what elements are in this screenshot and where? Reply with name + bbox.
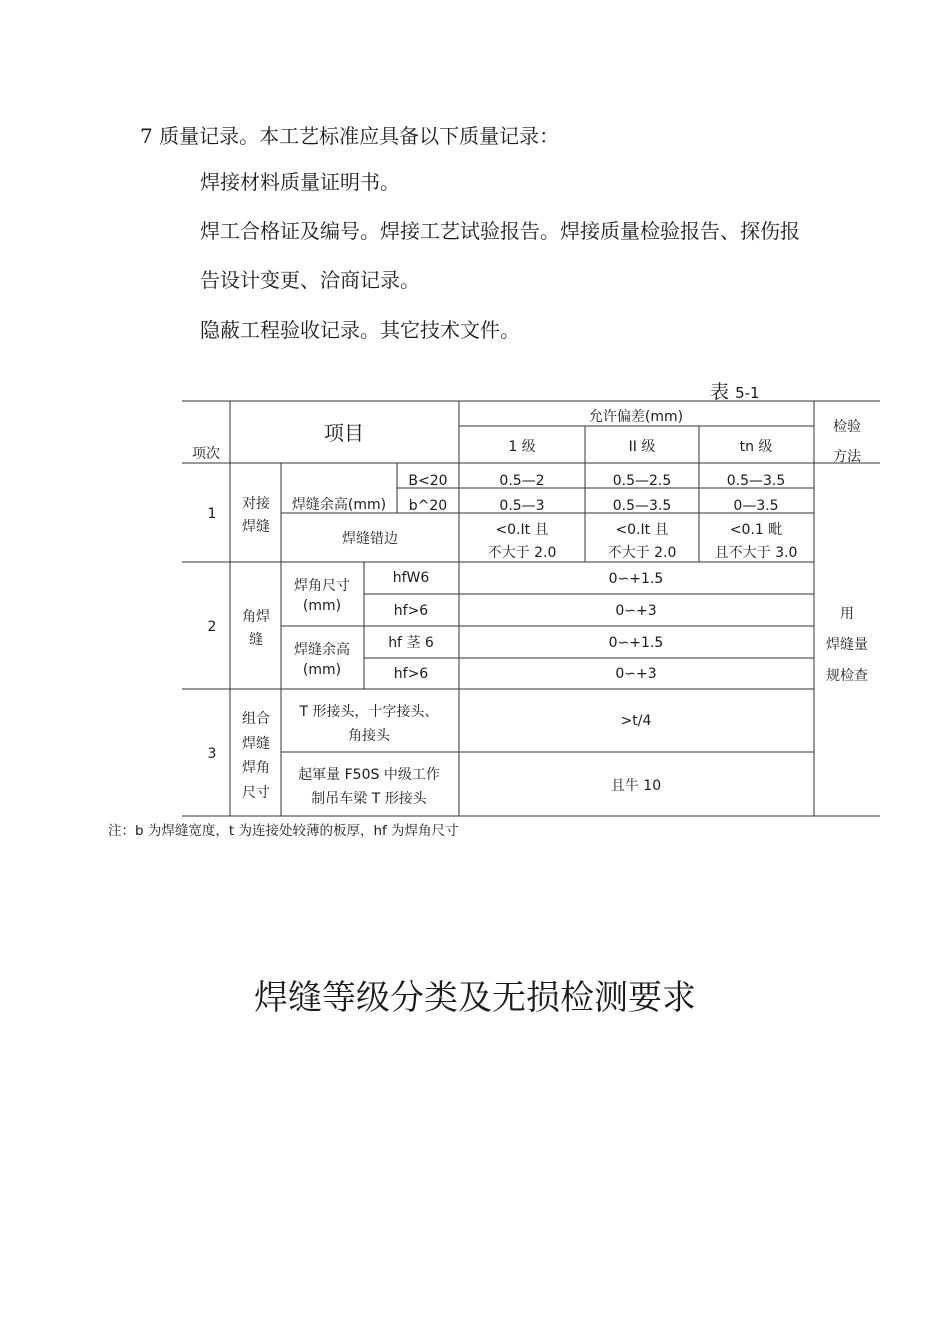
group1-cond1: B<20 xyxy=(408,473,448,489)
group1-mismatch-label: 焊缝错边 xyxy=(342,531,398,547)
group3-name-line4: 尺寸 xyxy=(242,785,270,801)
record-item-reports: 焊工合格证及编号。焊接工艺试验报告。焊接质量检验报告、探伤报 xyxy=(200,219,800,243)
table-caption-number: 5-1 xyxy=(735,384,760,402)
group3-row2-value: 且牛 10 xyxy=(610,778,662,794)
group1-cond2-grade3: 0—3.5 xyxy=(733,498,779,514)
group2-row4-value: 0∽+3 xyxy=(615,666,657,682)
group3-row1-label-line1: T 形接头，十字接头、 xyxy=(299,704,439,720)
group2-row1-cond: hfW6 xyxy=(392,570,430,586)
header-grade-3: tn 级 xyxy=(739,439,773,455)
table-note: 注：b 为焊缝宽度，t 为连接处较薄的板厚，hf 为焊角尺寸 xyxy=(108,823,459,839)
header-grade-2: II 级 xyxy=(628,439,656,455)
header-method-line2: 方法 xyxy=(833,449,861,465)
group1-name-line1: 对接 xyxy=(242,496,270,512)
method-line2: 焊缝量 xyxy=(826,637,868,653)
group2-index: 2 xyxy=(207,619,217,635)
group3-name-line1: 组合 xyxy=(242,711,270,727)
group2-name-line1: 角焊 xyxy=(242,609,270,625)
header-tolerance: 允许偏差(mm) xyxy=(588,409,684,425)
group3-name-line2: 焊缝 xyxy=(242,736,270,752)
group3-index: 3 xyxy=(207,746,217,762)
method-line1: 用 xyxy=(840,606,854,622)
header-index: 项次 xyxy=(192,446,220,462)
group1-cond2: b^20 xyxy=(408,498,448,514)
record-item-acceptance: 隐蔽工程验收记录。其它技术文件。 xyxy=(200,318,520,342)
group3-row2-label-line1: 起軍量 F50S 中级工作 xyxy=(298,767,440,783)
header-method-line1: 检验 xyxy=(833,419,861,435)
group3-name-line3: 焊角 xyxy=(242,760,270,776)
group1-mismatch-grade3-line1: <0.1 毗 xyxy=(729,522,783,538)
group2-row2-value: 0∽+3 xyxy=(615,603,657,619)
group1-name-line2: 焊缝 xyxy=(242,519,270,535)
group2-row3-value: 0∽+1.5 xyxy=(608,635,664,651)
group2-name-line2: 缝 xyxy=(249,632,263,648)
group2-reinforcement-label-line1: 焊缝余高 xyxy=(294,642,350,658)
group1-reinforcement-label: 焊缝余高(mm) xyxy=(291,497,387,513)
group2-leg-size-label-line2: (mm) xyxy=(302,598,342,614)
group1-index: 1 xyxy=(207,506,217,522)
group1-mismatch-grade1-line2: 不大于 2.0 xyxy=(487,545,557,561)
quality-records-heading: 7 质量记录。本工艺标准应具备以下质量记录： xyxy=(140,124,560,148)
group2-row2-cond: hf>6 xyxy=(393,603,429,619)
group3-row1-value: >t/4 xyxy=(620,713,652,729)
group1-cond2-grade1: 0.5—3 xyxy=(499,498,545,514)
group3-row1-label-line2: 角接头 xyxy=(348,728,390,744)
group2-leg-size-label-line1: 焊角尺寸 xyxy=(294,578,350,594)
group1-mismatch-grade2-line1: <0.It 且 xyxy=(615,522,669,538)
section-heading: 焊缝等级分类及无损检测要求 xyxy=(254,978,696,1018)
header-grade-1: 1 级 xyxy=(508,439,536,455)
group3-row2-label-line2: 制吊车梁 T 形接头 xyxy=(311,791,427,807)
group1-cond1-grade3: 0.5—3.5 xyxy=(726,473,786,489)
group1-mismatch-grade3-line2: 且不大于 3.0 xyxy=(714,545,798,561)
method-line3: 规检查 xyxy=(826,668,868,684)
group1-cond1-grade1: 0.5—2 xyxy=(499,473,545,489)
group2-row4-cond: hf>6 xyxy=(393,666,429,682)
header-item: 项目 xyxy=(324,421,364,445)
group1-mismatch-grade1-line1: <0.It 且 xyxy=(495,522,549,538)
group2-row1-value: 0∽+1.5 xyxy=(608,571,664,587)
record-item-reports-continued: 告设计变更、洽商记录。 xyxy=(200,268,420,292)
group1-mismatch-grade2-line2: 不大于 2.0 xyxy=(607,545,677,561)
record-item-materials: 焊接材料质量证明书。 xyxy=(200,170,400,194)
group2-reinforcement-label-line2: (mm) xyxy=(302,662,342,678)
group1-cond2-grade2: 0.5—3.5 xyxy=(612,498,672,514)
group2-row3-cond: hf 茎 6 xyxy=(388,635,434,651)
group1-cond1-grade2: 0.5—2.5 xyxy=(612,473,672,489)
table-caption-label: 表 xyxy=(710,381,730,403)
